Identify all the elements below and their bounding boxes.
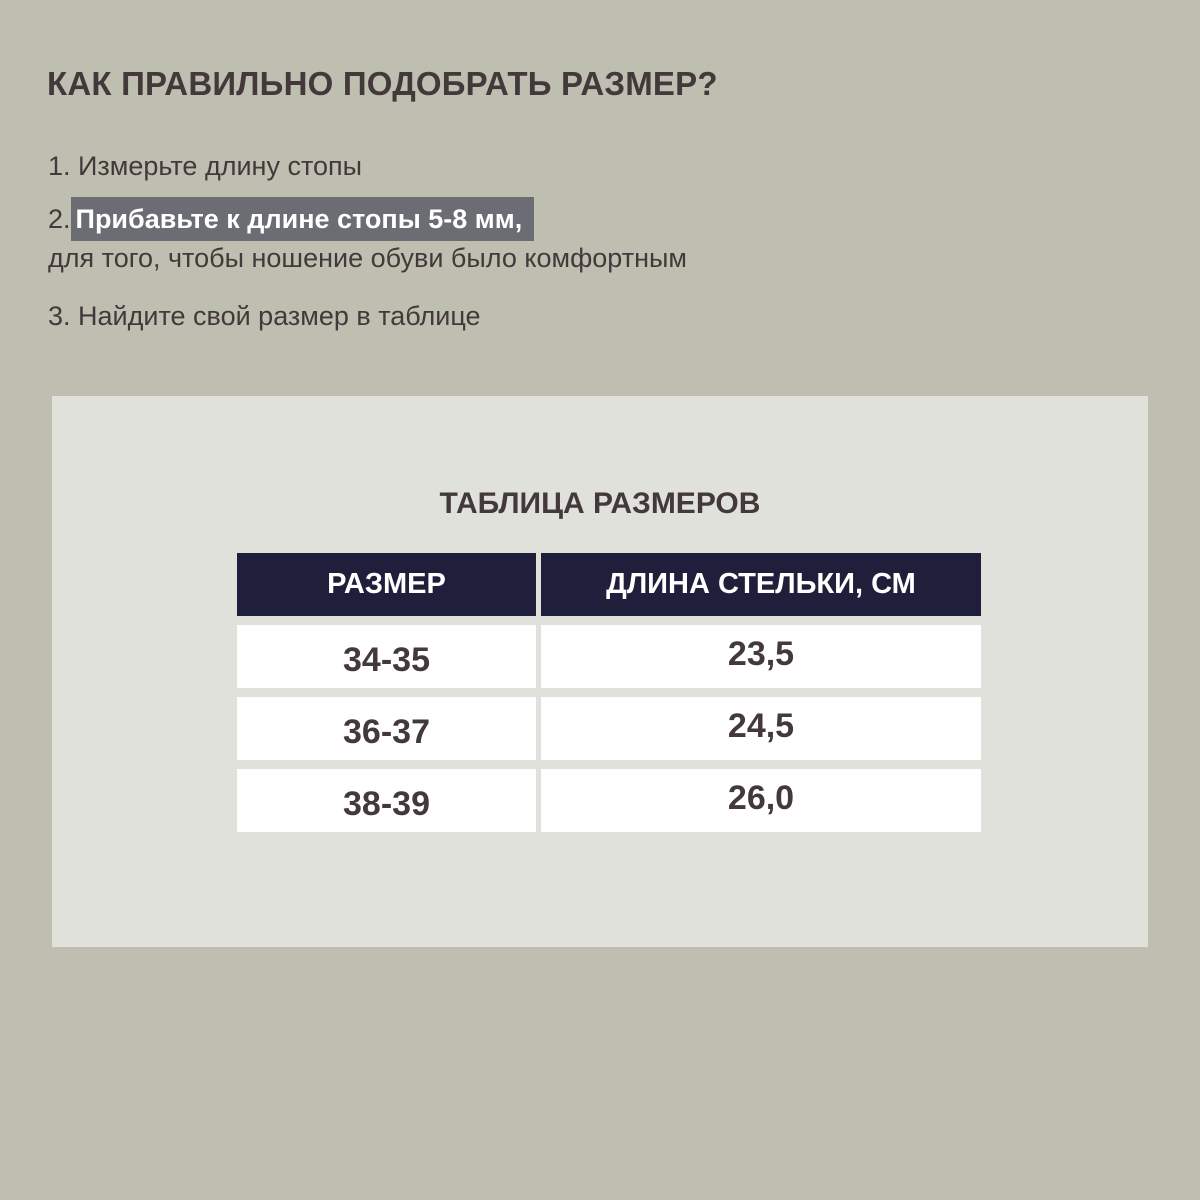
size-value: 36-37 bbox=[343, 713, 430, 751]
page-title: КАК ПРАВИЛЬНО ПОДОБРАТЬ РАЗМЕР? bbox=[47, 65, 718, 102]
length-value: 23,5 bbox=[727, 635, 795, 673]
step-2-line bbox=[48, 199, 534, 241]
length-value: 24,5 bbox=[727, 707, 795, 745]
size-cell bbox=[237, 769, 536, 832]
table-header-row bbox=[237, 553, 981, 616]
size-value: 38-39 bbox=[343, 785, 430, 823]
step-2-continuation: для того, чтобы ношение обуви было комфортным bbox=[48, 243, 687, 273]
size-cell bbox=[237, 697, 536, 760]
header-insole-length: ДЛИНА СТЕЛЬКИ, СМ bbox=[541, 553, 981, 616]
length-value: 26,0 bbox=[727, 779, 795, 817]
step-1-text: 1. Измерьте длину стопы bbox=[48, 151, 363, 181]
header-size: РАЗМЕР bbox=[237, 553, 536, 616]
size-table bbox=[237, 553, 981, 832]
step-2-number: 2. bbox=[48, 204, 71, 234]
length-cell bbox=[541, 697, 981, 760]
table-row bbox=[237, 625, 981, 688]
size-table-title: ТАБЛИЦА РАЗМЕРОВ bbox=[439, 487, 761, 520]
table-row bbox=[237, 697, 981, 760]
length-cell bbox=[541, 625, 981, 688]
length-cell bbox=[541, 769, 981, 832]
size-value: 34-35 bbox=[343, 641, 430, 679]
step-2-highlight: Прибавьте к длине стопы 5-8 мм, bbox=[71, 197, 535, 241]
size-cell bbox=[237, 625, 536, 688]
step-3-text: 3. Найдите свой размер в таблице bbox=[48, 301, 481, 331]
table-row bbox=[237, 769, 981, 832]
